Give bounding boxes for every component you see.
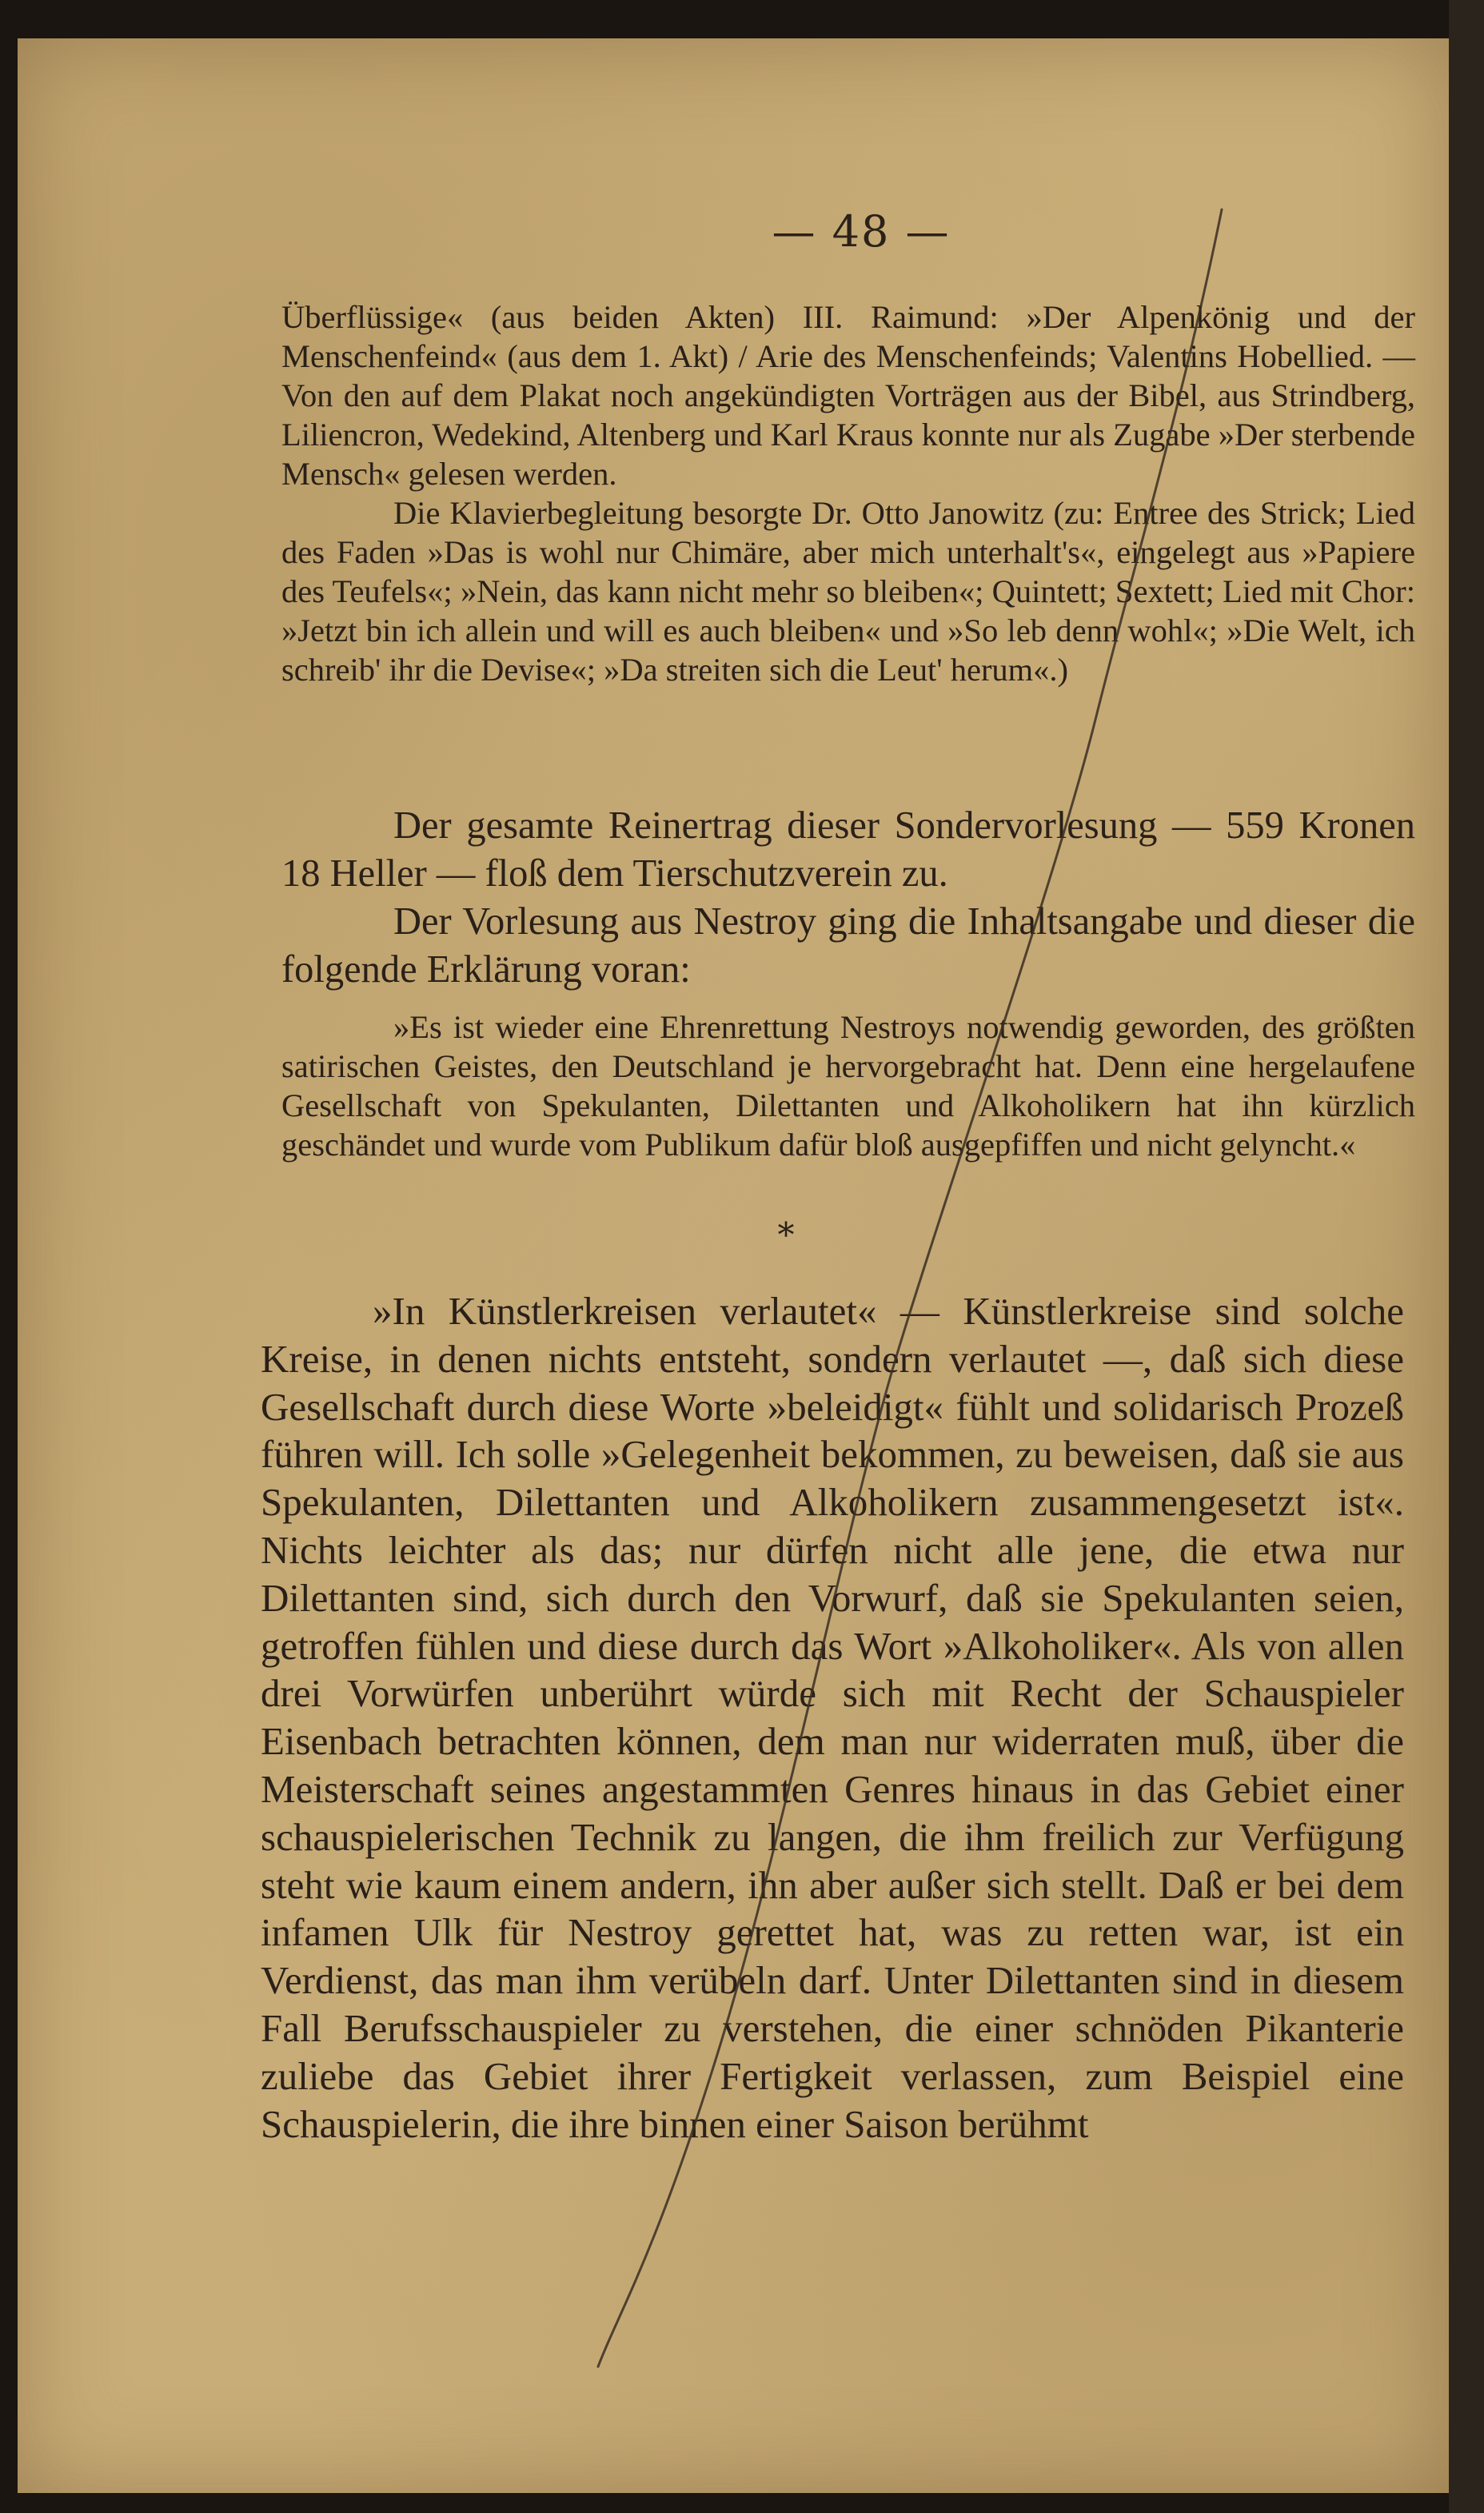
- section-separator: [0, 1215, 1484, 1255]
- asterisk-glyph: *: [777, 1215, 795, 1255]
- piano-accompaniment-paragraph: Die Klavierbegleitung besorgte Dr. Otto Janowitz (zu: Entree des Strick; Lied des Faden »Das is wohl nur Chimäre, aber mich unterhalt's«, eingelegt aus »Papiere des Teufels«; »Nein, das kann nicht mehr so bleiben«; Quintett; Sextett; Lied mit Chor: »Jetzt bin ich allein und will es auch bleiben« und »So leb denn wohl«; »Die Welt, ich schreib' ihr die Devise«; »Da streiten sich die Leut' herum«.): [281, 495, 1415, 688]
- page-number: [0, 206, 1484, 257]
- book-spine-shadow: [1449, 0, 1484, 2513]
- proceeds-block: [281, 802, 1415, 994]
- main-paragraph: »In Künstlerkreisen verlautet« — Künstlerkreise sind solche Kreise, in denen nichts entsteht, sondern verlautet —, daß sich diese Gesellschaft durch diese Worte »beleidigt« fühlt und solidarisch Prozeß führen will. Ich solle »Gelegenheit bekommen, zu beweisen, daß sie aus Spekulanten, Dilettanten und Alkoholikern zusammengesetzt ist«. Nichts leichter als das; nur dürfen nicht alle jene, die etwa nur Dilettanten sind, sich durch den Vorwurf, daß sie Spekulanten seien, getroffen fühlen und diese durch das Wort »Alkoholiker«. Als von allen drei Vorwürfen unberührt würde sich mit Recht der Schauspieler Eisenbach betrachten können, dem man nur widerraten muß, über die Meisterschaft seines angestammten Genres hinaus in das Gebiet einer schauspielerischen Technik zu langen, die ihm freilich zur Verfügung steht wie kaum einem andern, ihn aber außer sich stellt. Daß er bei dem infamen Ulk für Nestroy gerettet hat, was zu retten war, ist ein Verdienst, das man ihm verübeln darf. Unter Dilettanten sind in diesem Fall Berufsschauspieler zu verstehen, die einer schnöden Pikanterie zuliebe das Gebiet ihrer Fertigkeit verlassen, zum Beispiel eine Schauspielerin, die ihre binnen einer Saison berühmt: [261, 1289, 1404, 2146]
- page-number-text: — 48 —: [772, 206, 951, 257]
- proceeds-paragraph: Der gesamte Reinertrag dieser Sondervorlesung — 559 Kronen 18 Heller — floß dem Tierschutzverein zu.: [281, 804, 1415, 895]
- declaration-quote: »Es ist wieder eine Ehrenrettung Nestroys notwendig geworden, des größten satirischen Geistes, den Deutschland je hervorgebracht hat. Denn eine hergelaufene Gesellschaft von Spekulanten, Dilettanten und Alkoholikern hat ihn kürzlich geschändet und wurde vom Publikum dafür bloß ausgepfiffen und nicht gelyncht.«: [281, 1009, 1415, 1163]
- program-paragraph: Überflüssige« (aus beiden Akten) III. Raimund: »Der Alpenkönig und der Menschenfeind« (aus dem 1. Akt) / Arie des Menschenfeinds; Valentins Hobellied. — Von den auf dem Plakat noch angekündigten Vorträgen aus der Bibel, aus Strindberg, Liliencron, Wedekind, Altenberg und Karl Kraus konnte nur als Zugabe »Der sterbende Mensch« gelesen werden.: [281, 299, 1415, 492]
- main-text-block: [261, 1287, 1404, 2148]
- declaration-intro-paragraph: Der Vorlesung aus Nestroy ging die Inhaltsangabe und dieser die folgende Erklärung voran:: [281, 900, 1415, 991]
- declaration-quote-block: [281, 1007, 1415, 1164]
- production-notes-block: [281, 297, 1415, 689]
